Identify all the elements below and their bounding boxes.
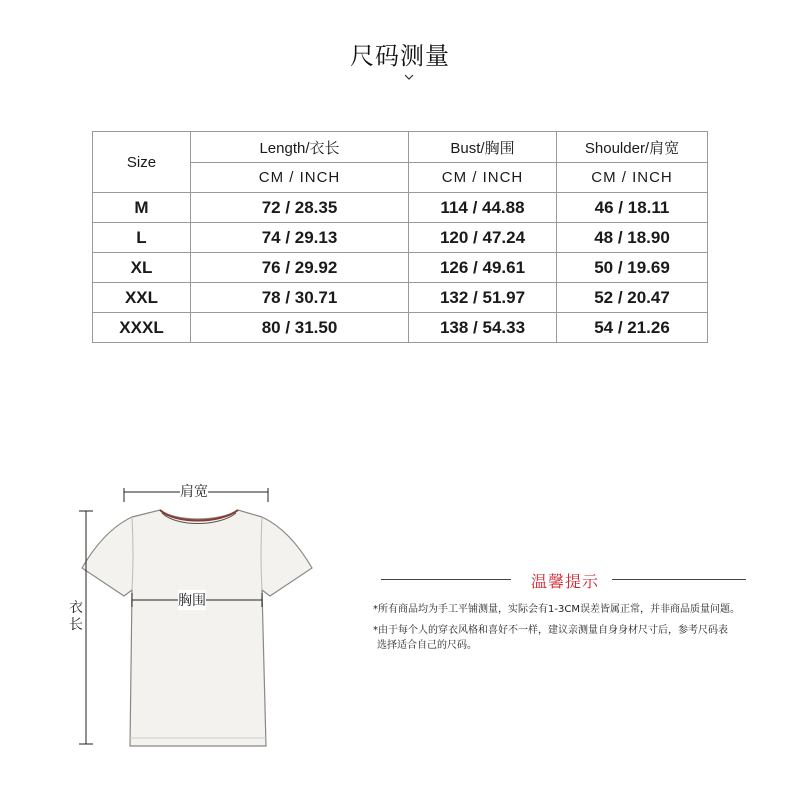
tips-divider-left — [381, 579, 511, 580]
table-row — [93, 193, 708, 223]
bust-cell: 138 / 54.33 — [409, 313, 557, 343]
shoulder-column-header: Shoulder/肩宽 — [557, 132, 708, 163]
page-title: 尺码测量 — [350, 42, 450, 70]
table-row — [93, 253, 708, 283]
length-cell: 72 / 28.35 — [191, 193, 409, 223]
bust-cell: 114 / 44.88 — [409, 193, 557, 223]
tips-title: 温馨提示 — [530, 572, 599, 591]
length-cell: 78 / 30.71 — [191, 283, 409, 313]
size-cell: XL — [93, 253, 191, 283]
size-cell: M — [93, 193, 191, 223]
measurement-diagram — [0, 450, 380, 770]
shoulder-cell: 50 / 19.69 — [557, 253, 708, 283]
table-header-row — [93, 132, 708, 163]
shoulder-cell: 52 / 20.47 — [557, 283, 708, 313]
size-chart-table — [92, 131, 708, 343]
length-cell: 76 / 29.92 — [191, 253, 409, 283]
bust-cell: 126 / 49.61 — [409, 253, 557, 283]
length-unit: CM / INCH — [191, 163, 409, 193]
tips-note: *由于每个人的穿衣风格和喜好不一样，建议亲测量自身身材尺寸后，参考尺码表 — [373, 625, 728, 636]
shoulder-cell: 54 / 21.26 — [557, 313, 708, 343]
size-column-header: Size — [93, 132, 191, 193]
length-cell: 74 / 29.13 — [191, 223, 409, 253]
tips-note: 选择适合自己的尺码。 — [377, 640, 477, 651]
bust-column-header: Bust/胸围 — [409, 132, 557, 163]
tips-divider-right — [612, 579, 746, 580]
table-row — [93, 313, 708, 343]
chevron-down-icon — [404, 72, 414, 82]
bust-unit: CM / INCH — [409, 163, 557, 193]
size-cell: L — [93, 223, 191, 253]
size-cell: XXXL — [93, 313, 191, 343]
shoulder-label: 肩宽 — [180, 481, 208, 501]
size-cell: XXL — [93, 283, 191, 313]
shoulder-cell: 46 / 18.11 — [557, 193, 708, 223]
tips-note: *所有商品均为手工平铺测量，实际会有1-3CM误差皆属正常，并非商品质量问题。 — [373, 604, 740, 615]
length-label: 衣长 — [69, 600, 83, 633]
bust-label: 胸围 — [178, 590, 206, 610]
bust-cell: 132 / 51.97 — [409, 283, 557, 313]
table-row — [93, 283, 708, 313]
length-column-header: Length/衣长 — [191, 132, 409, 163]
length-cell: 80 / 31.50 — [191, 313, 409, 343]
shoulder-cell: 48 / 18.90 — [557, 223, 708, 253]
table-row — [93, 223, 708, 253]
shoulder-unit: CM / INCH — [557, 163, 708, 193]
bust-cell: 120 / 47.24 — [409, 223, 557, 253]
